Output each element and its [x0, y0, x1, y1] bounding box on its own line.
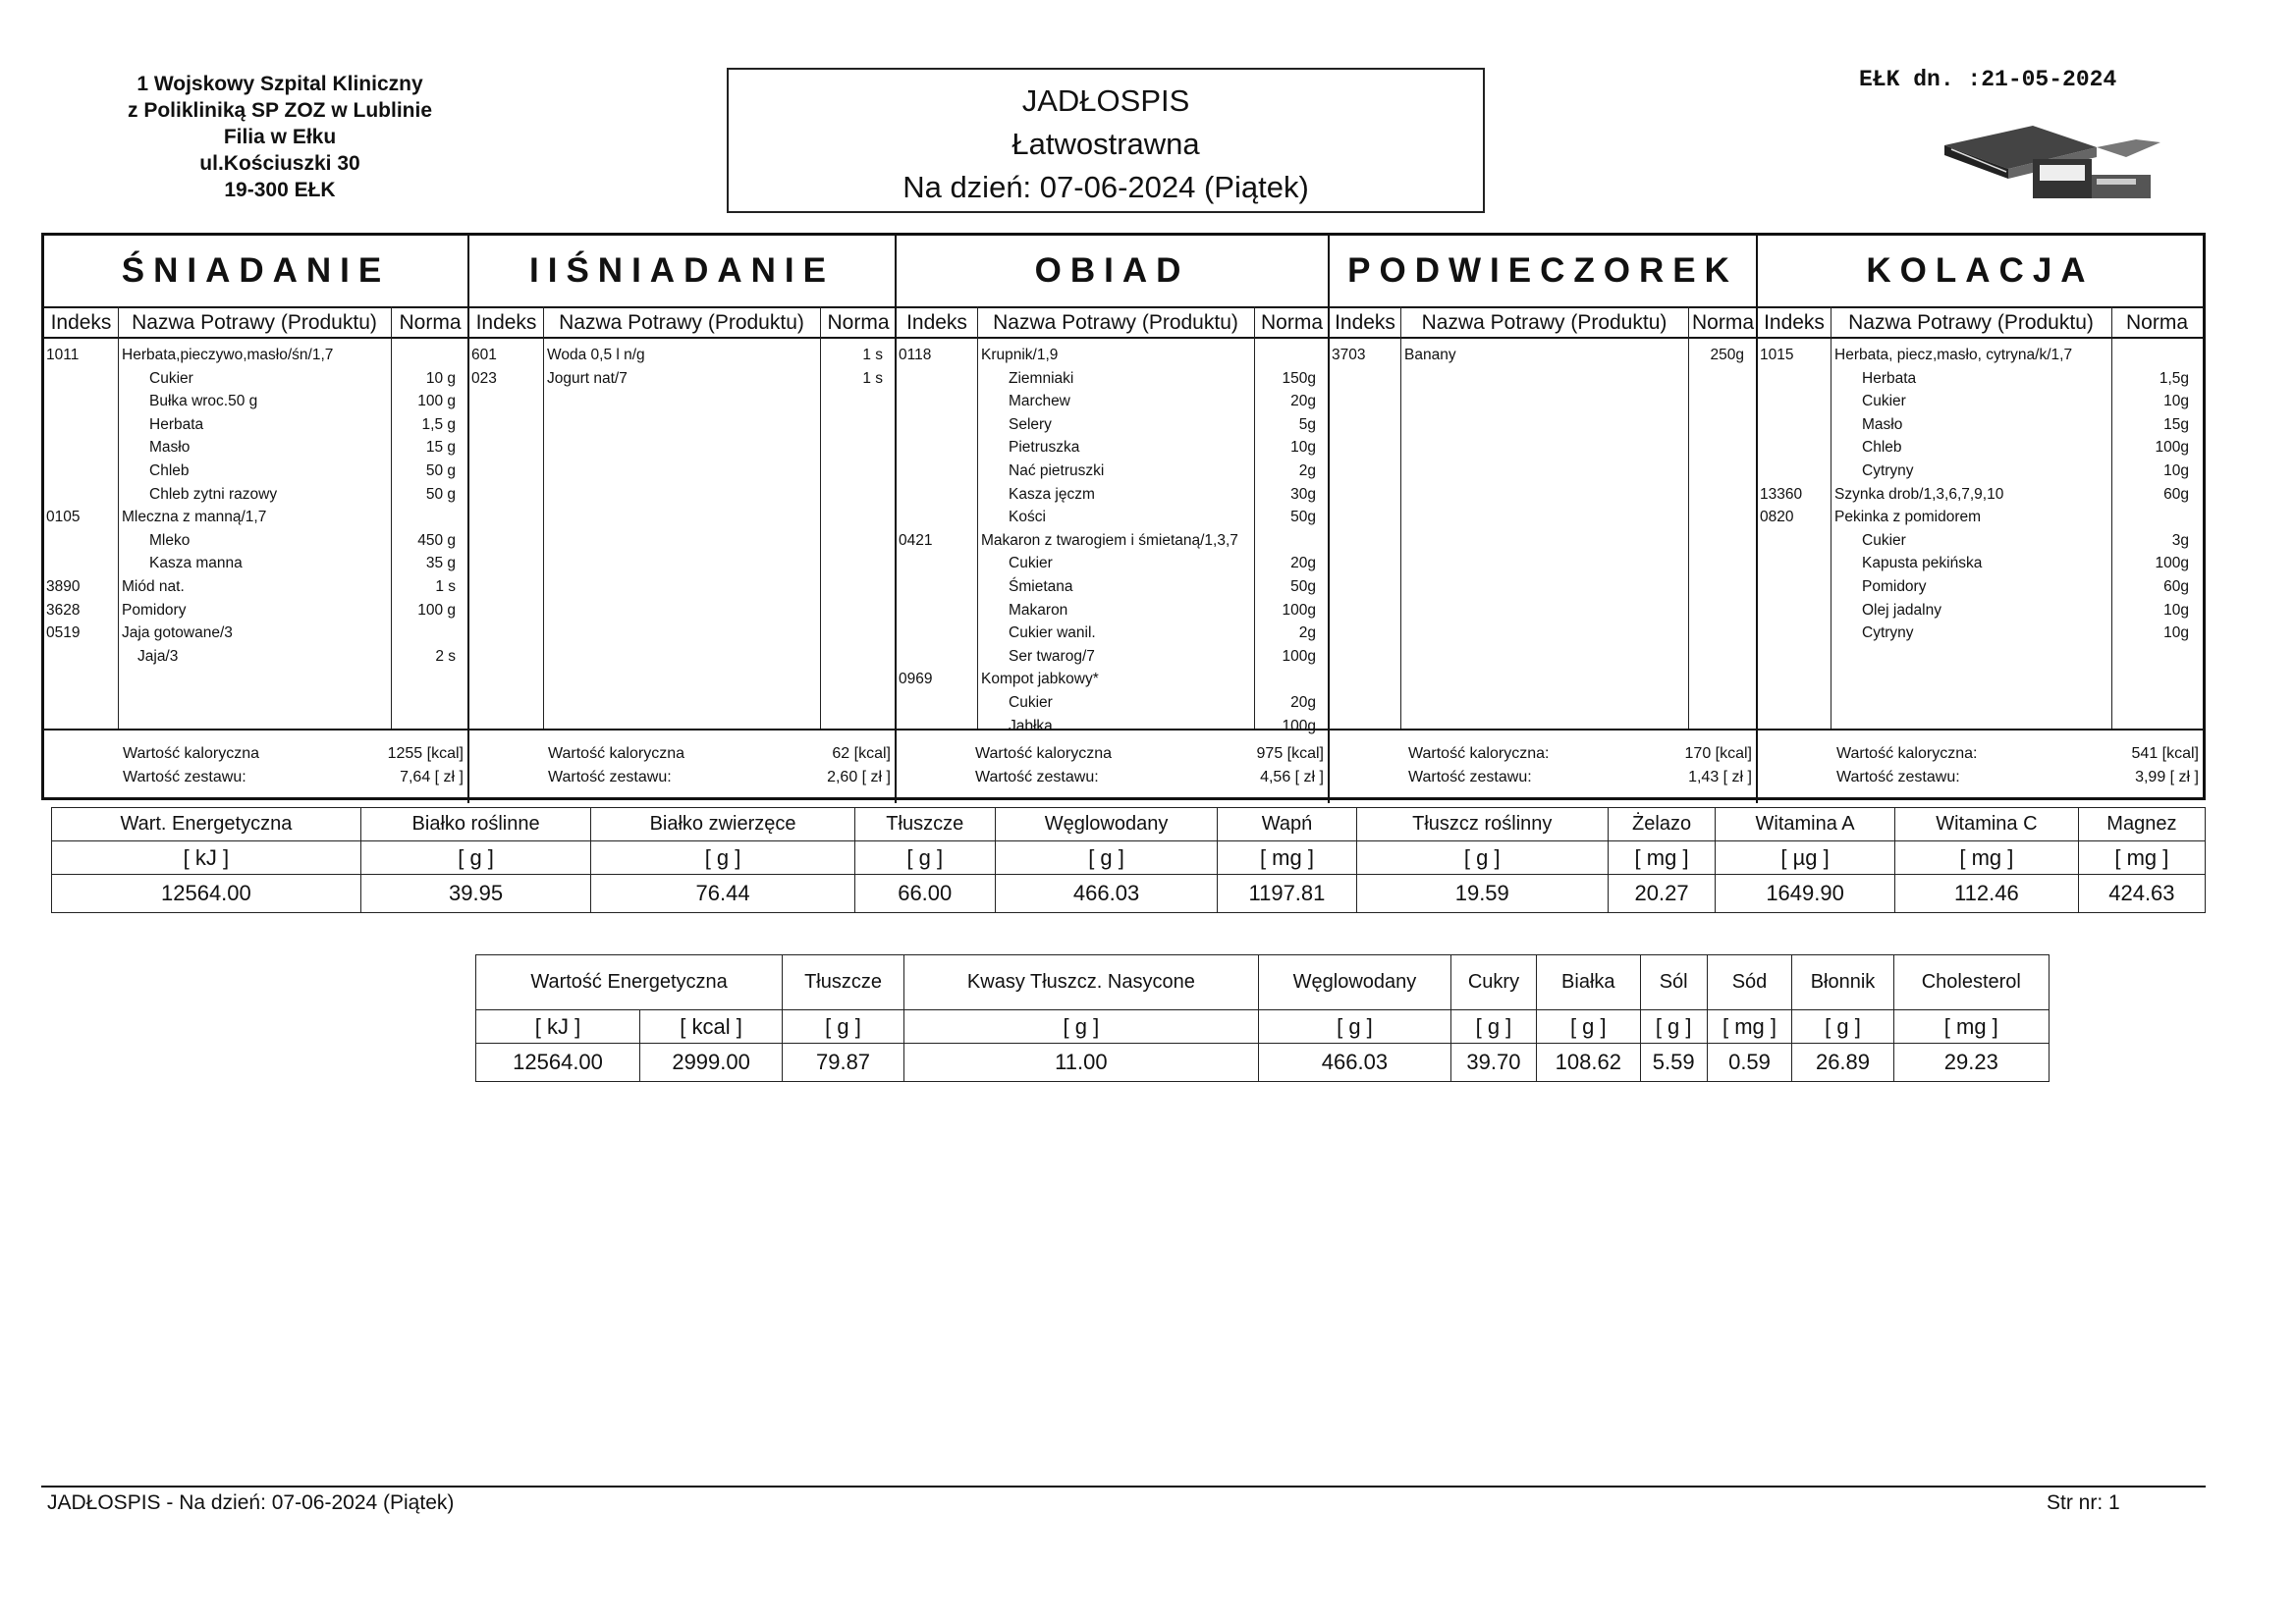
item-index: 0105: [46, 509, 81, 526]
nutrient-unit: [ kcal ]: [640, 1010, 783, 1044]
footer-divider: [41, 1486, 2206, 1488]
item-index: 13360: [1760, 485, 1803, 503]
item-norm: 450 g: [417, 531, 456, 549]
nutrient-value: 39.95: [360, 875, 591, 913]
calorie-value: 170 [kcal]: [1684, 745, 1752, 762]
meal-plan-table: [41, 233, 2206, 800]
nutrient-unit: [ mg ]: [1895, 841, 2079, 875]
menu-item-row: [897, 344, 1330, 366]
item-norm: 20g: [1290, 694, 1316, 711]
column-header-norm: Norma: [399, 311, 462, 334]
item-name: Masło: [1862, 415, 1903, 433]
nutrient-header: Węglowodany: [1258, 955, 1450, 1010]
menu-item-row: [1758, 529, 2203, 552]
item-name: Cytryny: [1862, 624, 1914, 642]
nutrition-unit-row: [476, 1010, 2050, 1044]
item-norm: 250g: [1710, 347, 1744, 363]
item-norm: 15g: [2163, 415, 2189, 433]
cost-value: 1,43 [ zł ]: [1688, 769, 1752, 785]
column-header-index: Indeks: [475, 311, 537, 334]
menu-item-row: [897, 413, 1330, 436]
column-header-name: Nazwa Potrawy (Produktu): [559, 311, 804, 334]
column-header-norm: Norma: [1260, 311, 1323, 334]
item-name: Masło: [149, 439, 191, 457]
item-norm: 2g: [1298, 624, 1316, 642]
item-name: Śmietana: [1009, 578, 1073, 595]
item-index: 601: [471, 347, 497, 363]
item-norm: 10g: [1290, 439, 1316, 457]
meal-title: OBIAD: [897, 236, 1328, 308]
item-name: Cytryny: [1862, 462, 1914, 479]
column-header-name: Nazwa Potrawy (Produktu): [993, 311, 1238, 334]
item-name: Chleb: [1862, 439, 1902, 457]
menu-item-row: [44, 552, 469, 574]
nutrient-header: Węglowodany: [995, 808, 1218, 841]
menu-item-row: [1758, 367, 2203, 390]
nutrient-value: 76.44: [591, 875, 854, 913]
column-header-index: Indeks: [1764, 311, 1825, 334]
calorie-label: Wartość kaloryczna: [123, 745, 259, 762]
column-header-row: [1758, 306, 2203, 339]
menu-item-row: [897, 599, 1330, 622]
item-name: Chleb zytni razowy: [149, 485, 278, 503]
item-norm: 10g: [2163, 462, 2189, 479]
nutrition-unit-row: [52, 841, 2206, 875]
item-index: 1015: [1760, 347, 1794, 363]
hospital-line: ul.Kościuszki 30: [199, 152, 360, 175]
item-index: 0118: [899, 347, 932, 363]
cost-value: 7,64 [ zł ]: [400, 769, 464, 785]
menu-item-row: [1758, 483, 2203, 506]
nutrient-unit: [ g ]: [1792, 1010, 1893, 1044]
menu-item-row: [44, 575, 469, 598]
cost-label: Wartość zestawu:: [1408, 769, 1532, 785]
item-name: Olej jadalny: [1862, 601, 1941, 619]
nutrient-unit: [ g ]: [995, 841, 1218, 875]
nutrient-unit: [ g ]: [591, 841, 854, 875]
menu-item-row: [44, 344, 469, 366]
nutrient-value: 11.00: [903, 1044, 1258, 1082]
item-norm: 100g: [2155, 439, 2189, 457]
nutrient-value: 2999.00: [640, 1044, 783, 1082]
calorie-label: Wartość kaloryczna: [975, 745, 1112, 762]
column-header-index: Indeks: [1335, 311, 1395, 334]
item-norm: 60g: [2163, 485, 2189, 503]
print-date: EŁK dn. :21-05-2024: [1859, 67, 2117, 92]
menu-item-row: [1758, 344, 2203, 366]
meal-title: PODWIECZOREK: [1330, 236, 1756, 308]
item-norm: 1,5 g: [421, 415, 456, 433]
item-name: Cukier: [149, 369, 193, 387]
cost-value: 3,99 [ zł ]: [2135, 769, 2199, 785]
nutrient-unit: [ kJ ]: [476, 1010, 640, 1044]
nutrient-header: Wartość Energetyczna: [476, 955, 783, 1010]
cost-value: 4,56 [ zł ]: [1260, 769, 1324, 785]
nutrient-header: Magnez: [2078, 808, 2205, 841]
item-name: Chleb: [149, 462, 190, 479]
menu-item-row: [897, 691, 1330, 714]
computer-book-icon: [1940, 118, 2165, 206]
menu-item-row: [1330, 344, 1758, 366]
nutrient-value: 66.00: [854, 875, 995, 913]
item-index: 0969: [899, 671, 933, 688]
hospital-line: Filia w Ełku: [223, 126, 337, 148]
menu-item-row: [469, 344, 897, 366]
item-name: Krupnik/1,9: [981, 347, 1059, 363]
item-name: Bułka wroc.50 g: [149, 393, 258, 410]
menu-item-row: [469, 367, 897, 390]
meal-summary: [469, 729, 895, 801]
column-header-index: Indeks: [906, 311, 967, 334]
item-name: Cukier: [1862, 393, 1906, 410]
column-header-norm: Norma: [827, 311, 890, 334]
item-norm: 100 g: [417, 393, 456, 410]
item-name: Ser twarog/7: [1009, 647, 1095, 665]
item-name: Marchew: [1009, 393, 1070, 410]
item-name: Jaja/3: [137, 647, 179, 665]
item-name: Cukier wanil.: [1009, 624, 1096, 642]
nutrition-table-summary: [475, 954, 2050, 1082]
item-name: Cukier: [1009, 694, 1053, 711]
item-norm: 1 s: [435, 578, 456, 595]
nutrient-value: 79.87: [783, 1044, 904, 1082]
menu-item-row: [897, 645, 1330, 668]
item-name: Kości: [1009, 509, 1046, 526]
nutrient-header: Kwasy Tłuszcz. Nasycone: [903, 955, 1258, 1010]
menu-item-row: [44, 367, 469, 390]
item-norm: 100g: [2155, 555, 2189, 572]
nutrient-unit: [ g ]: [783, 1010, 904, 1044]
cost-value: 2,60 [ zł ]: [827, 769, 891, 785]
footer-title: JADŁOSPIS - Na dzień: 07-06-2024 (Piątek): [47, 1491, 455, 1514]
menu-item-row: [1758, 622, 2203, 644]
item-name: Selery: [1009, 415, 1052, 433]
menu-item-row: [44, 390, 469, 412]
item-name: Herbata: [149, 415, 204, 433]
meal-column: [469, 236, 897, 803]
nutrition-table-main: [51, 807, 2206, 913]
item-norm: 2 s: [435, 647, 456, 665]
calorie-value: 541 [kcal]: [2131, 745, 2199, 762]
item-name: Woda 0,5 l n/g: [547, 347, 645, 363]
item-norm: 15 g: [425, 439, 456, 457]
menu-item-row: [44, 622, 469, 644]
meal-column: [44, 236, 469, 803]
menu-item-row: [44, 436, 469, 459]
meal-title: ŚNIADANIE: [44, 236, 467, 308]
nutrition-header-row: [52, 808, 2206, 841]
item-name: Herbata: [1862, 369, 1917, 387]
item-index: 023: [471, 369, 497, 387]
nutrient-unit: [ mg ]: [1218, 841, 1356, 875]
menu-item-row: [44, 599, 469, 622]
cost-label: Wartość zestawu:: [548, 769, 672, 785]
nutrient-value: 19.59: [1356, 875, 1608, 913]
menu-item-row: [897, 575, 1330, 598]
item-norm: 150g: [1282, 369, 1316, 387]
nutrient-header: Cukry: [1451, 955, 1537, 1010]
nutrient-header: Tłuszcze: [783, 955, 904, 1010]
item-name: Mleko: [149, 531, 191, 549]
menu-item-row: [897, 529, 1330, 552]
item-name: Kasza jęczm: [1009, 485, 1095, 503]
menu-item-row: [1758, 575, 2203, 598]
diet-name: Łatwostrawna: [1011, 127, 1200, 161]
nutrition-header-row: [476, 955, 2050, 1010]
item-norm: 5g: [1298, 415, 1316, 433]
item-name: Pomidory: [122, 601, 187, 619]
menu-item-row: [897, 367, 1330, 390]
meal-column: [897, 236, 1330, 803]
item-name: Cukier: [1862, 531, 1906, 549]
nutrient-header: Białko roślinne: [360, 808, 591, 841]
meal-summary: [897, 729, 1328, 801]
nutrient-value: 20.27: [1608, 875, 1715, 913]
menu-item-row: [1758, 599, 2203, 622]
nutrient-unit: [ mg ]: [1893, 1010, 2049, 1044]
item-name: Szynka drob/1,3,6,7,9,10: [1834, 485, 2004, 503]
column-header-norm: Norma: [2125, 311, 2188, 334]
item-norm: 1 s: [862, 347, 883, 363]
item-name: Jaja gotowane/3: [122, 624, 233, 642]
nutrient-header: Cholesterol: [1893, 955, 2049, 1010]
nutrient-value: 466.03: [1258, 1044, 1450, 1082]
item-norm: 2g: [1298, 462, 1316, 479]
column-header-name: Nazwa Potrawy (Produktu): [1421, 311, 1667, 334]
calorie-label: Wartość kaloryczna: [548, 745, 684, 762]
hospital-line: z Polikliniką SP ZOZ w Lublinie: [128, 99, 432, 122]
item-name: Banany: [1404, 347, 1456, 363]
nutrient-unit: [ g ]: [1356, 841, 1608, 875]
column-header-index: Indeks: [50, 311, 112, 334]
nutrient-unit: [ g ]: [360, 841, 591, 875]
nutrient-value: 0.59: [1707, 1044, 1792, 1082]
item-name: Mleczna z manną/1,7: [122, 509, 267, 526]
meal-summary: [1330, 729, 1756, 801]
item-norm: 10g: [2163, 624, 2189, 642]
menu-item-row: [1758, 436, 2203, 459]
item-norm: 20g: [1290, 393, 1316, 410]
nutrient-unit: [ mg ]: [2078, 841, 2205, 875]
nutrient-unit: [ g ]: [1640, 1010, 1707, 1044]
nutrient-value: 12564.00: [476, 1044, 640, 1082]
column-header-row: [1330, 306, 1758, 339]
cost-label: Wartość zestawu:: [1836, 769, 1960, 785]
item-norm: 100g: [1282, 717, 1316, 734]
item-name: Jogurt nat/7: [547, 369, 628, 387]
meal-column: [1330, 236, 1758, 803]
page-number: Str nr: 1: [2047, 1491, 2120, 1514]
nutrient-unit: [ kJ ]: [52, 841, 361, 875]
item-norm: 1,5g: [2159, 369, 2189, 387]
item-index: 0421: [899, 531, 933, 549]
menu-item-row: [897, 506, 1330, 528]
item-name: Pekinka z pomidorem: [1834, 509, 1982, 526]
hospital-address: [93, 71, 466, 203]
menu-item-row: [1758, 413, 2203, 436]
nutrient-unit: [ g ]: [1536, 1010, 1640, 1044]
hospital-line: 19-300 EŁK: [224, 179, 336, 201]
item-name: Kasza manna: [149, 555, 243, 572]
column-header-row: [44, 306, 469, 339]
nutrient-header: Tłuszcz roślinny: [1356, 808, 1608, 841]
item-name: Kompot jabkowy*: [981, 671, 1099, 688]
column-header-norm: Norma: [1691, 311, 1754, 334]
nutrient-unit: [ mg ]: [1608, 841, 1715, 875]
item-index: 0519: [46, 624, 81, 642]
meal-column: [1758, 236, 2203, 803]
menu-item-row: [44, 413, 469, 436]
nutrient-header: Tłuszcze: [854, 808, 995, 841]
nutrient-header: Błonnik: [1792, 955, 1893, 1010]
menu-item-row: [897, 436, 1330, 459]
item-name: Pomidory: [1862, 578, 1927, 595]
calorie-label: Wartość kaloryczna:: [1836, 745, 1978, 762]
item-name: Makaron z twarogiem i śmietaną/1,3,7: [981, 531, 1238, 549]
nutrient-header: Witamina C: [1895, 808, 2079, 841]
menu-item-row: [897, 483, 1330, 506]
nutrient-value: 26.89: [1792, 1044, 1893, 1082]
nutrient-header: Wapń: [1218, 808, 1356, 841]
menu-item-row: [897, 460, 1330, 482]
item-name: Kapusta pekińska: [1862, 555, 1983, 572]
nutrient-value: 1197.81: [1218, 875, 1356, 913]
item-norm: 10 g: [425, 369, 456, 387]
item-norm: 100g: [1282, 601, 1316, 619]
column-header-name: Nazwa Potrawy (Produktu): [132, 311, 377, 334]
nutrient-header: Sól: [1640, 955, 1707, 1010]
item-norm: 50g: [1290, 509, 1316, 526]
item-norm: 60g: [2163, 578, 2189, 595]
menu-item-row: [897, 552, 1330, 574]
item-norm: 50 g: [425, 485, 456, 503]
menu-item-row: [44, 460, 469, 482]
cost-label: Wartość zestawu:: [975, 769, 1099, 785]
nutrient-header: Wart. Energetyczna: [52, 808, 361, 841]
nutrient-value: 5.59: [1640, 1044, 1707, 1082]
nutrition-value-row: [52, 875, 2206, 913]
menu-item-row: [1758, 460, 2203, 482]
nutrient-value: 108.62: [1536, 1044, 1640, 1082]
item-index: 1011: [46, 347, 80, 363]
title-box: [727, 68, 1485, 213]
nutrient-unit: [ g ]: [903, 1010, 1258, 1044]
nutrition-value-row: [476, 1044, 2050, 1082]
nutrient-unit: [ µg ]: [1716, 841, 1895, 875]
item-norm: 30g: [1290, 485, 1316, 503]
meal-title: IIŚNIADANIE: [469, 236, 895, 308]
menu-item-row: [44, 645, 469, 668]
hospital-line: 1 Wojskowy Szpital Kliniczny: [137, 73, 423, 95]
nutrient-value: 1649.90: [1716, 875, 1895, 913]
item-name: Cukier: [1009, 555, 1053, 572]
nutrient-header: Witamina A: [1716, 808, 1895, 841]
item-norm: 1 s: [862, 369, 883, 387]
nutrient-value: 39.70: [1451, 1044, 1537, 1082]
nutrient-value: 424.63: [2078, 875, 2205, 913]
item-name: Herbata, piecz,masło, cytryna/k/1,7: [1834, 347, 2073, 363]
menu-item-row: [1758, 552, 2203, 574]
item-norm: 35 g: [425, 555, 456, 572]
item-index: 3703: [1332, 347, 1366, 363]
item-norm: 10g: [2163, 601, 2189, 619]
item-norm: 50g: [1290, 578, 1316, 595]
column-header-row: [897, 306, 1330, 339]
item-name: Jabłka: [1009, 717, 1053, 734]
nutrient-unit: [ g ]: [1451, 1010, 1537, 1044]
item-name: Herbata,pieczywo,masło/śn/1,7: [122, 347, 334, 363]
calorie-label: Wartość kaloryczna:: [1408, 745, 1550, 762]
meal-summary: [1758, 729, 2203, 801]
cost-label: Wartość zestawu:: [123, 769, 246, 785]
column-header-row: [469, 306, 897, 339]
item-norm: 50 g: [425, 462, 456, 479]
item-index: 3628: [46, 601, 81, 619]
nutrient-header: Sód: [1707, 955, 1792, 1010]
nutrient-value: 29.23: [1893, 1044, 2049, 1082]
item-name: Miód nat.: [122, 578, 185, 595]
meal-title: KOLACJA: [1758, 236, 2203, 308]
menu-item-row: [1758, 506, 2203, 528]
column-header-name: Nazwa Potrawy (Produktu): [1848, 311, 2094, 334]
nutrient-header: Białko zwierzęce: [591, 808, 854, 841]
item-name: Ziemniaki: [1009, 369, 1074, 387]
nutrient-header: Żelazo: [1608, 808, 1715, 841]
menu-date: Na dzień: 07-06-2024 (Piątek): [902, 170, 1309, 204]
nutrient-unit: [ mg ]: [1707, 1010, 1792, 1044]
item-norm: 100 g: [417, 601, 456, 619]
menu-item-row: [44, 529, 469, 552]
nutrient-value: 112.46: [1895, 875, 2079, 913]
nutrient-value: 466.03: [995, 875, 1218, 913]
item-name: Nać pietruszki: [1009, 462, 1105, 479]
meal-summary: [44, 729, 467, 801]
menu-item-row: [897, 390, 1330, 412]
nutrient-unit: [ g ]: [1258, 1010, 1450, 1044]
menu-item-row: [897, 668, 1330, 690]
item-name: Pietruszka: [1009, 439, 1080, 457]
item-norm: 100g: [1282, 647, 1316, 665]
item-norm: 20g: [1290, 555, 1316, 572]
calorie-value: 1255 [kcal]: [387, 745, 464, 762]
item-name: Makaron: [1009, 601, 1068, 619]
item-index: 0820: [1760, 509, 1794, 526]
menu-item-row: [44, 483, 469, 506]
menu-item-row: [44, 506, 469, 528]
menu-item-row: [897, 622, 1330, 644]
calorie-value: 62 [kcal]: [832, 745, 891, 762]
column-divider: [1688, 306, 1689, 729]
item-norm: 3g: [2171, 531, 2189, 549]
document-title: JADŁOSPIS: [1021, 83, 1190, 118]
nutrient-unit: [ g ]: [854, 841, 995, 875]
nutrient-value: 12564.00: [52, 875, 361, 913]
calorie-value: 975 [kcal]: [1256, 745, 1324, 762]
menu-item-row: [1758, 390, 2203, 412]
column-divider: [1400, 306, 1401, 729]
item-index: 3890: [46, 578, 81, 595]
item-norm: 10g: [2163, 393, 2189, 410]
nutrient-header: Białka: [1536, 955, 1640, 1010]
